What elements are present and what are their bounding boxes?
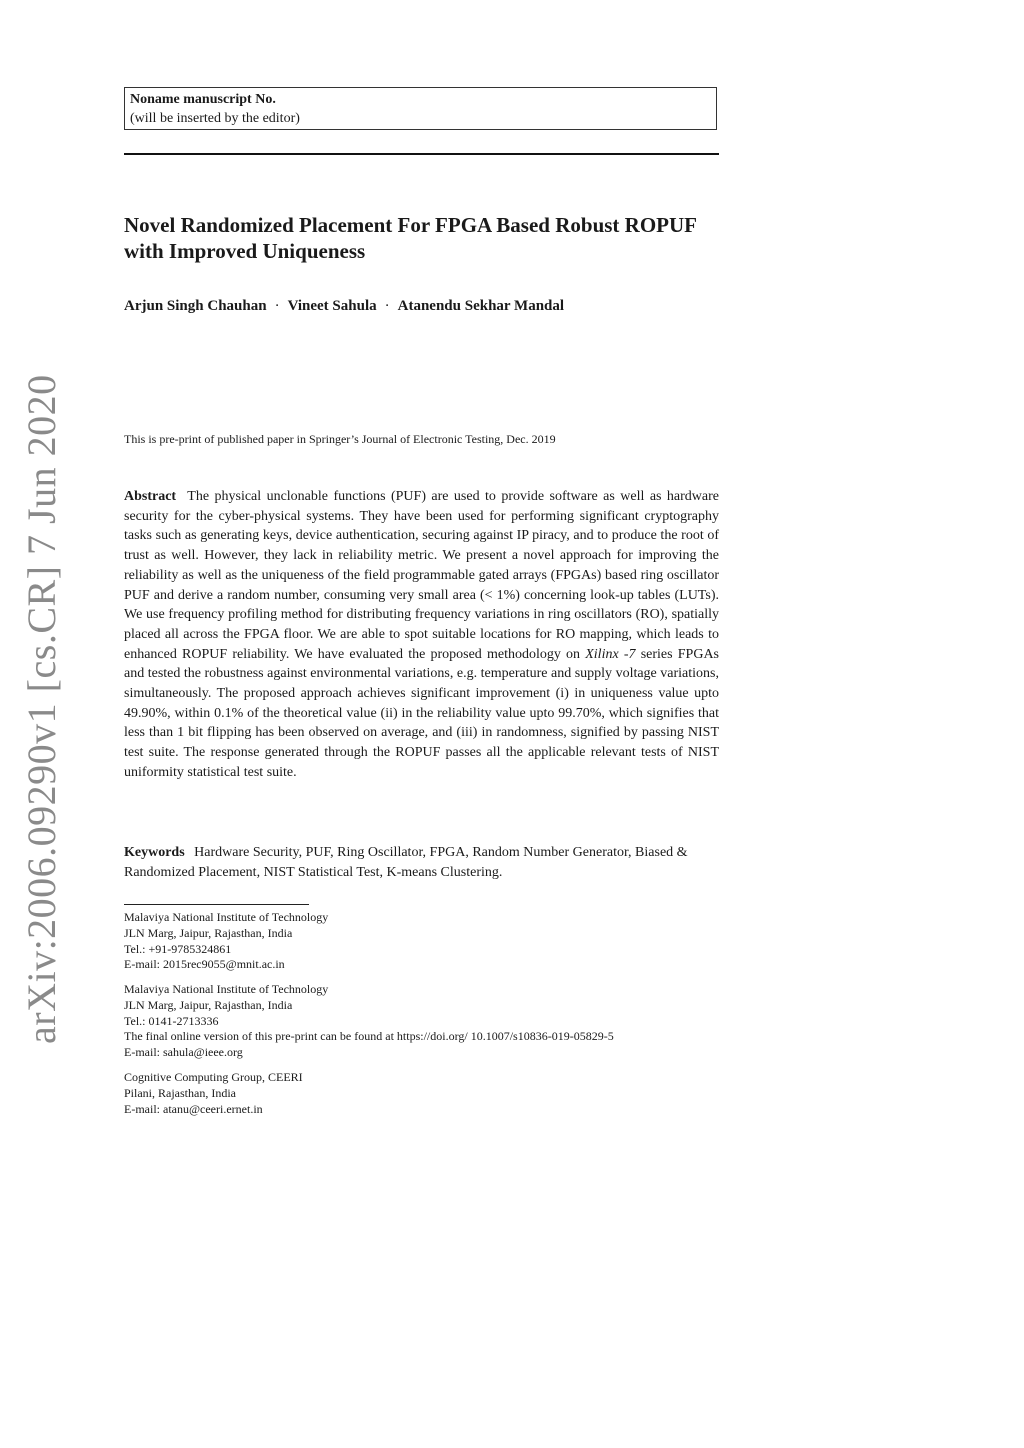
manuscript-number-box bbox=[124, 87, 717, 130]
paper-title: Novel Randomized Placement For FPGA Based Robust ROPUF with Improved Uniqueness bbox=[124, 213, 697, 263]
author-separator: · bbox=[274, 298, 280, 314]
affiliation-line: Tel.: 0141-2713336 bbox=[124, 1013, 219, 1028]
affiliation-line: E-mail: sahula@ieee.org bbox=[124, 1045, 243, 1060]
affiliation-line: E-mail: atanu@ceeri.ernet.in bbox=[124, 1101, 263, 1116]
editor-note: (will be inserted by the editor) bbox=[130, 111, 300, 126]
abstract bbox=[124, 487, 719, 783]
author-separator: · bbox=[384, 298, 390, 314]
abstract-italic-term: Xilinx -7 bbox=[585, 646, 636, 662]
keywords-label: Keywords bbox=[124, 845, 185, 860]
arxiv-side-identifier: arXiv:2006.09290v1 [cs.CR] 7 Jun 2020 bbox=[19, 374, 64, 1044]
keywords bbox=[124, 843, 719, 882]
abstract-text: series FPGAs and tested the robustness against environmental variations, e.g. temperature and supply voltage variations, simultaneously. The proposed approach achieves significant improvement (i) in uniqueness value upto 49.90%, within 0.1% of the theoretical value (ii) in the reliability value upto 99.70%, which signifies that less than 1 bit flipping has been observed on average, and (iii) in randomness, signified by passing NIST test suite. The response generated through the ROPUF passes all the applicable relevant tests of NIST uniformity statistical test suite. bbox=[124, 646, 719, 780]
author-name: Arjun Singh Chauhan bbox=[124, 298, 267, 314]
affiliation-line: Malaviya National Institute of Technology bbox=[124, 910, 329, 924]
manuscript-label: Noname manuscript No. bbox=[130, 92, 276, 107]
affiliation-line: Pilani, Rajasthan, India bbox=[124, 1085, 236, 1100]
abstract-label: Abstract bbox=[124, 489, 177, 504]
keywords-text: Hardware Security, PUF, Ring Oscillator, FPGA, Random Number Generator, Biased & Randomized Placement, NIST Statistical Test, K-means Clustering. bbox=[124, 845, 688, 880]
author-list bbox=[124, 296, 724, 316]
preprint-note: This is pre-print of published paper in Springer’s Journal of Electronic Testing, Dec. 2019 bbox=[124, 432, 556, 446]
affiliation-line: Malaviya National Institute of Technology bbox=[124, 982, 329, 996]
affiliation-block bbox=[124, 1070, 744, 1117]
header-rule bbox=[124, 153, 719, 155]
author-name: Vineet Sahula bbox=[287, 298, 377, 314]
affiliation-line: E-mail: 2015rec9055@mnit.ac.in bbox=[124, 957, 285, 972]
author-name: Atanendu Sekhar Mandal bbox=[397, 298, 565, 314]
affiliation-block bbox=[124, 910, 744, 973]
affiliation-line: Cognitive Computing Group, CEERI bbox=[124, 1070, 303, 1084]
abstract-text: The physical unclonable functions (PUF) are used to provide software as well as hardware security for the cyber-physical systems. They have been used for performing significant cryptography tasks such as generating keys, device authentication, securing against IP piracy, and to produce the root of trust as well. However, they lack in reliability metric. We present a novel approach for improving the reliability as well as the uniqueness of the field programmable gated arrays (FPGAs) based ring oscillator PUF and derive a random number, consuming very small area (< 1%) concerning look-up tables (LUTs). We use frequency profiling method for distributing frequency variations in ring oscillators (RO), spatially placed all across the FPGA floor. We are able to spot suitable locations for RO mapping, which leads to enhanced ROPUF reliability. We have evaluated the proposed methodology on bbox=[124, 489, 719, 662]
affiliation-line: JLN Marg, Jaipur, Rajasthan, India bbox=[124, 997, 293, 1012]
affiliation-line: JLN Marg, Jaipur, Rajasthan, India bbox=[124, 925, 293, 940]
affiliation-line: The final online version of this pre-print can be found at https://doi.org/ 10.1007/s10836-019-05829-5 bbox=[124, 1029, 614, 1044]
affiliation-block bbox=[124, 982, 744, 1061]
affiliation-line: Tel.: +91-9785324861 bbox=[124, 941, 232, 956]
footnote-rule bbox=[124, 904, 309, 905]
